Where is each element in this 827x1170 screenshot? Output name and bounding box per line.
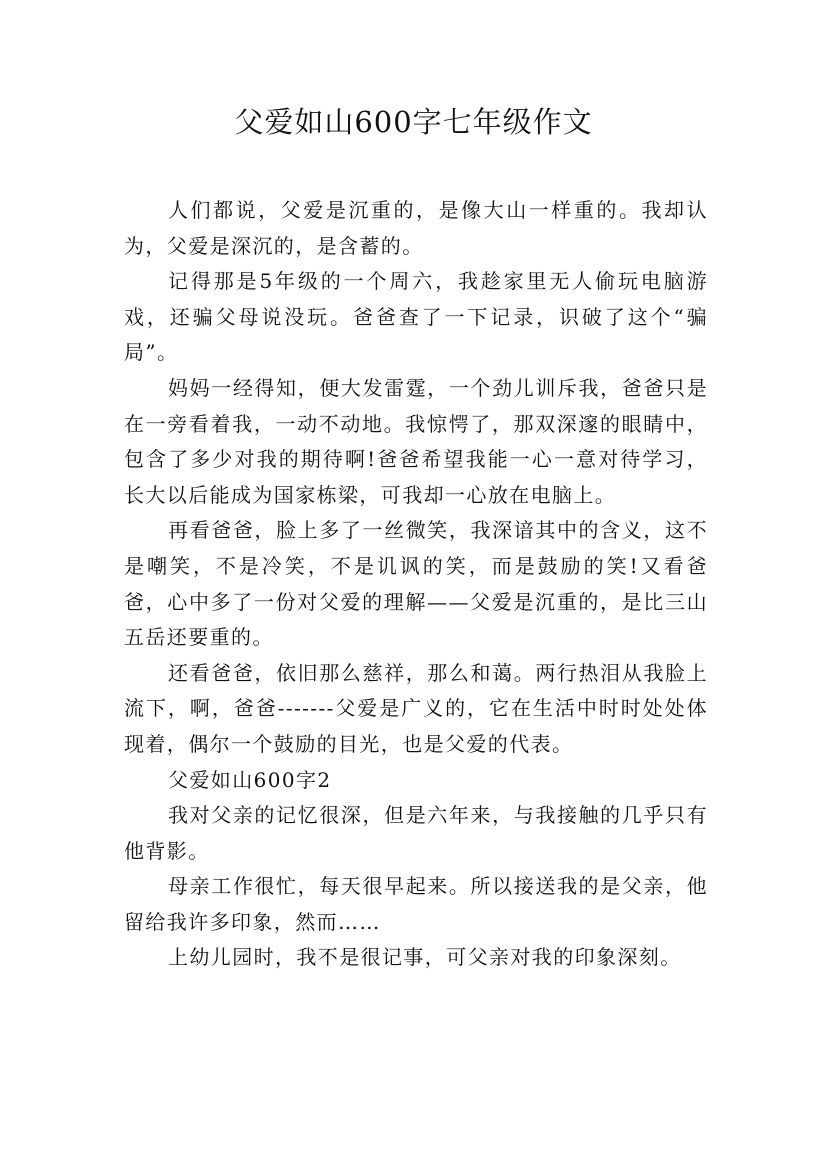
paragraph: 人们都说，父爱是沉重的，是像大山一样重的。我却认为，父爱是深沉的，是含蓄的。 [124,198,708,258]
paragraph: 妈妈一经得知，便大发雷霆，一个劲儿训斥我，爸爸只是在一旁看着我，一动不动地。我惊愕了，那双深邃的眼睛中，包含了多少对我的期待啊!爸爸希望我能一心一意对待学习，长大以后能成为国家栋梁，可我却一心放在电脑上。 [124,375,708,507]
paragraph: 记得那是5年级的一个周六，我趁家里无人偷玩电脑游戏，还骗父母说没玩。爸爸查了一下记录，识破了这个“骗局”。 [124,269,708,365]
document-body [124,193,708,976]
paragraph: 母亲工作很忙，每天很早起来。所以接送我的是父亲，他留给我许多印象，然而…… [124,874,708,934]
document-title: 父爱如山600字七年级作文 [234,105,593,139]
section-heading: 父爱如山600字2 [168,767,332,792]
paragraph: 还看爸爸，依旧那么慈祥，那么和蔼。两行热泪从我脸上流下，啊，爸爸-------父爱是广义的，它在生活中时时处处体现着，偶尔一个鼓励的目光，也是父爱的代表。 [124,660,708,756]
paragraph: 我对父亲的记忆很深，但是六年来，与我接触的几乎只有他背影。 [124,803,708,863]
paragraph: 上幼儿园时，我不是很记事，可父亲对我的印象深刻。 [168,945,682,970]
paragraph: 再看爸爸，脸上多了一丝微笑，我深谙其中的含义，这不是嘲笑，不是冷笑，不是讥讽的笑，而是鼓励的笑!又看爸爸，心中多了一份对父爱的理解——父爱是沉重的，是比三山五岳还要重的。 [124,518,708,650]
